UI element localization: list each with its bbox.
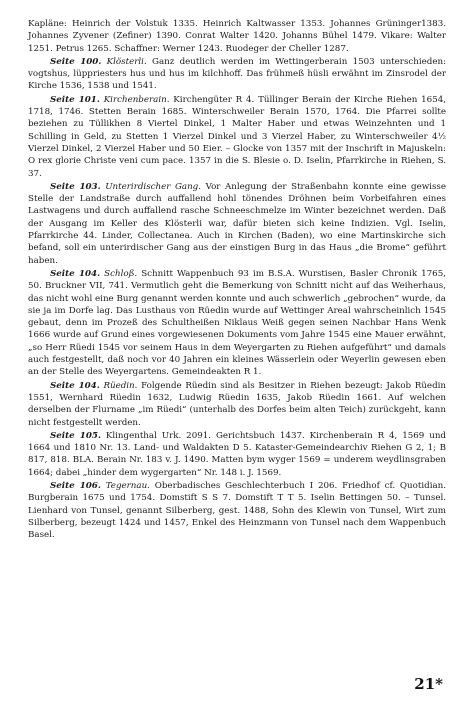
paragraph-text: Oberbadisches Geschlechterbuch I 206. Friedhof cf. Quotidian. Burgberain 1675 und 1754. Domstift S S 7. Domstift T T 5. Iselin Bettingen 50. – Tunsel. Lienhard von Tunsel, genannt Silberberg, gest. 1488, Sohn des Klewin von Tunsel, Wirt zum Silberberg, bezeugt 1424 und 1457, Enkel des Heinzmann von Tunsel nach dem Wappenbuch Basel. <box>28 480 447 541</box>
section-heading: Seite 100. <box>50 56 102 67</box>
paragraph-seite-105 <box>28 430 446 479</box>
section-subject: Unterirdischer Gang. <box>105 181 202 192</box>
paragraph-seite-106 <box>28 480 446 541</box>
section-heading: Seite 101. <box>50 94 100 105</box>
paragraph-text: Schnitt Wappenbuch 93 im B.S.A. Wurstisen, Basler Chronik 1765, 50. Bruckner VII, 741. Vermutlich geht die Bemerkung von Schnitt nicht auf das Weiherhaus, das nicht wohl eine Burg genannt werden konnte und auch schwerlich „gebrochen“ wurde, da sie ja im Dorfe lag. Das Lusthaus von Rüedin wurde auf Wettinger Areal wahrscheinlich 1545 gebaut, denn im Prozeß des Schultheißen Niklaus Weiß gegen seinen Nachbar Hans Wenk 1666 wurde auf Grund eines vorgewiesenen Dokuments vom Jahre 1545 eine Mauer erwähnt, „so Herr Rüedi 1545 vor seinem Haus in dem Weyergarten zu Riehen aufgeführt“ und damals auch festgestellt, daß noch vor 40 Jahren ein kleines Wässerlein oder Weyerlin gewesen eben an der Stelle des Weyergartens. Gemeindeakten R 1. <box>28 268 446 378</box>
section-subject: Klösterli. <box>106 56 147 67</box>
section-subject: Schloß. <box>104 268 138 279</box>
paragraph-seite-103 <box>28 181 446 267</box>
section-heading: Seite 103. <box>50 181 101 192</box>
section-subject: Kirchenberain. <box>103 94 170 105</box>
paragraph-text: Klingenthal Urk. 2091. Gerichtsbuch 1437. Kirchenberain R 4, 1569 und 1664 und 1810 Nr. 13. Land- und Waldakten D 5. Kataster-Gemeindearchiv Riehen G 2, 1; B 817, 818. BLA. Berain Nr. 183 v. J. 1490. Matten bym wyger 1569 = underem weydlinsgraben 1664; dabei „hinder dem wygergarten“ Nr. 148 i. J. 1569. <box>28 430 446 478</box>
page-number: 21* <box>414 675 443 693</box>
paragraph-text: Kapläne: Heinrich der Volstuk 1335. Heinrich Kaltwasser 1353. Johannes Grüninger1383. Johannes Zyvener (Zefiner) 1390. Conrat Walter 1420. Johanns Bühel 1479. Vikare: Walter 1251. Petrus 1265. Schaffner: Werner 1243. Ruodeger der Cheller 1287. <box>28 19 446 54</box>
section-heading: Seite 105. <box>50 430 101 441</box>
section-heading: Seite 104. <box>50 268 101 279</box>
paragraph-seite-100 <box>28 56 446 93</box>
section-subject: Tegernau. <box>105 480 150 491</box>
paragraph-text: Folgende Rüedin sind als Besitzer in Riehen bezeugt: Jakob Rüedin 1551, Wernhard Rüedin 1632, Ludwig Rüedin 1635, Jakob Rüedin 1661. Auf welchen derselben der Flurname „im Rüedi“ (unterhalb des Dorfes beim alten Teich) zurückgeht, kann nicht festgestellt werden. <box>28 380 447 428</box>
section-subject: Rüedin. <box>103 380 138 391</box>
paragraph-seite-104-schloss <box>28 268 446 379</box>
section-heading: Seite 106. <box>50 480 101 491</box>
paragraph-text: Ganz deutlich werden im Wettingerberain 1503 unterschieden: vogtshus, lüppriesters hus und hus im kilchhoff. Das frühmeß hüsli erwähnt im Zinsrodel der Kirche 1536, 1538 und 1541. <box>28 56 447 92</box>
paragraph-text: Kirchengüter R 4. Tüllinger Berain der Kirche Riehen 1654, 1718, 1746. Stetten Berain 1685. Winterschweiler Berain 1570, 1764. Die Pfarrei sollte beziehen zu Tüllikhen 8 Viertel Dinkel, 1 Malter Haber und etwas Weinzehnten und 1 Schilling in Geld, zu Stetten 1 Vierzel Dinkel und 3 Vierzel Haber, zu Winterschweiler 4½ Vierzel Dinkel, 2 Vierzel Haber und 50 Eier. – Glocke von 1357 mit der Inschrift in Majuskeln: O rex glorie Christe veni cum pace. 1357 in die S. Blesie o. D. Iselin, Pfarrkirche in Riehen, S. 37. <box>28 94 447 179</box>
document-body <box>28 18 446 541</box>
paragraph-kaplaene <box>28 18 446 55</box>
paragraph-text: Vor Anlegung der Straßenbahn konnte eine gewisse Stelle der Landstraße durch auffallend hohl tönendes Dröhnen beim Vorbeifahren eines Lastwagens und durch auffallend rasche Schneeschmelze im Winter bezeichnet werden. Daß der Ausgang im Keller des Klösterli war, dafür bieten sich keine Indizien. Vgl. Iselin, Pfarrkirche 44. Linder, Collectanea. Auch in Kirchen (Baden), wo eine Martinskirche sich befand, soll ein unterirdischer Gang aus der einstigen Burg in das Haus „die Brome“ geführt haben. <box>28 181 447 266</box>
section-heading: Seite 104. <box>50 380 100 391</box>
paragraph-seite-104-rueedin <box>28 380 446 429</box>
paragraph-seite-101 <box>28 94 446 180</box>
